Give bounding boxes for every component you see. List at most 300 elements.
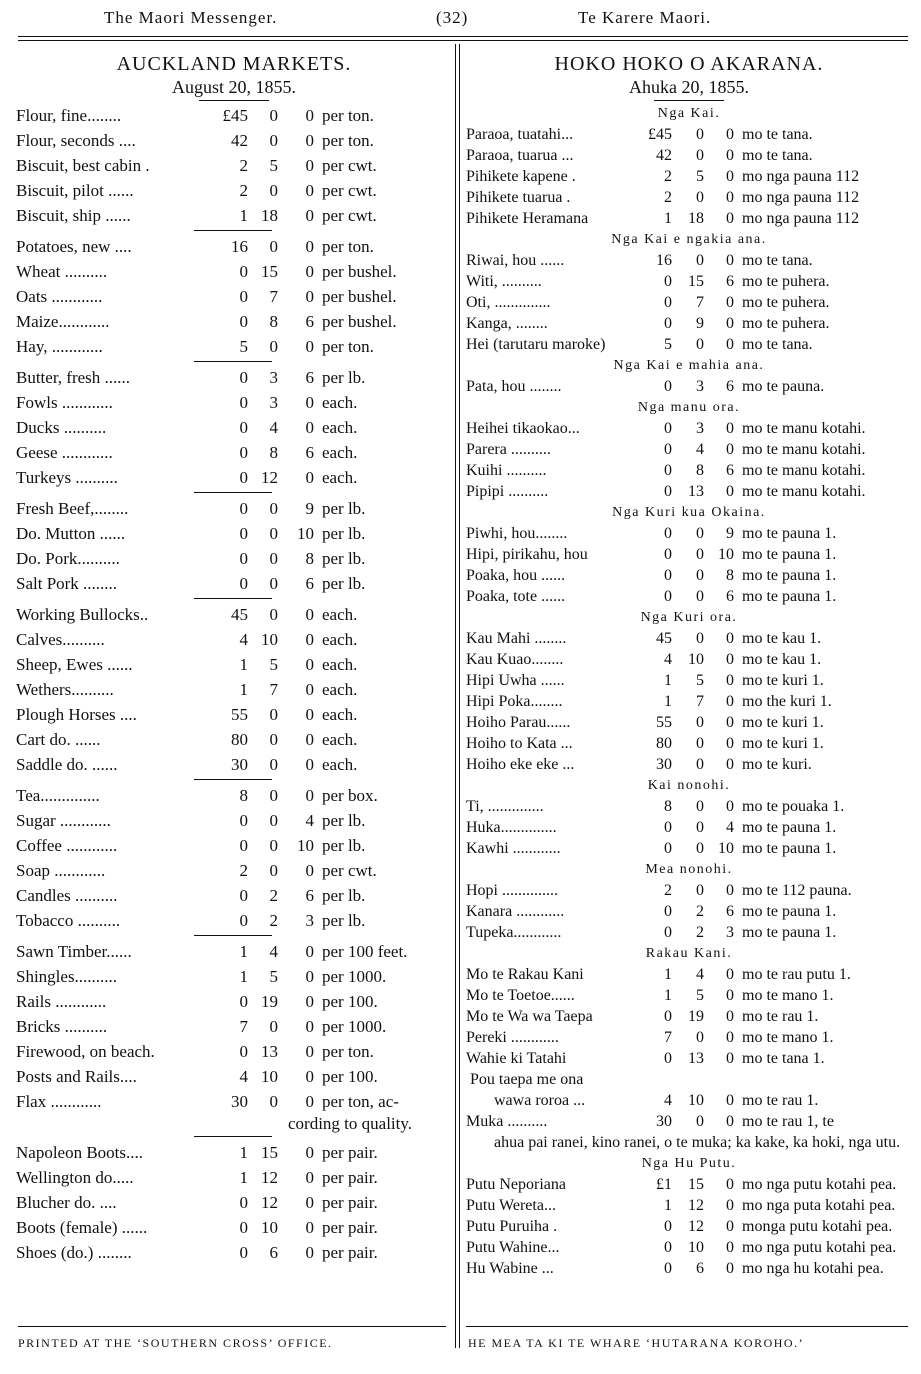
unit: mo te kuri. xyxy=(742,756,812,773)
unit: per 100 feet. xyxy=(322,942,408,961)
pence: 0 xyxy=(305,1143,314,1162)
item-name: Shingles.......... xyxy=(16,967,118,986)
shillings: 5 xyxy=(696,672,704,689)
pence: 0 xyxy=(305,942,314,961)
item-name: Rails ............ xyxy=(16,992,107,1011)
unit: mo te mano 1. xyxy=(742,1029,834,1046)
shillings: 3 xyxy=(696,420,704,437)
pence: 0 xyxy=(726,294,734,311)
pence: 0 xyxy=(305,337,314,356)
item-name: Kau Mahi ........ xyxy=(466,630,567,647)
pence: 0 xyxy=(726,630,734,647)
item-name-lead: Pou taepa me ona xyxy=(470,1071,584,1088)
pounds: 30 xyxy=(656,756,672,773)
shillings: 0 xyxy=(696,1029,704,1046)
unit: mo te rau 1. xyxy=(742,1008,819,1025)
item-name: Turkeys .......... xyxy=(16,468,118,487)
price-row xyxy=(466,628,912,649)
pounds: 16 xyxy=(231,237,248,256)
shillings: 0 xyxy=(696,840,704,857)
unit: per lb. xyxy=(322,368,366,387)
unit: per ton. xyxy=(322,131,374,150)
pounds: 0 xyxy=(239,312,248,331)
item-name: Hipi, pirikahu, hou xyxy=(466,546,588,563)
pence: 3 xyxy=(726,924,734,941)
pounds: 0 xyxy=(239,574,248,593)
pence: 0 xyxy=(305,786,314,805)
shillings: 12 xyxy=(688,1197,704,1214)
price-row xyxy=(16,1140,452,1165)
price-row xyxy=(466,313,912,334)
pounds: 8 xyxy=(239,786,248,805)
pounds: 1 xyxy=(664,672,672,689)
price-row xyxy=(16,234,452,259)
item-name: Hipi Poka........ xyxy=(466,693,563,710)
pounds: 1 xyxy=(239,1168,248,1187)
price-row xyxy=(16,627,452,652)
price-row xyxy=(466,1258,912,1279)
section-heading: Kai nonohi. xyxy=(647,778,731,793)
item-name: Muka .......... xyxy=(466,1113,548,1130)
item-name: Hay, ............ xyxy=(16,337,103,356)
price-row xyxy=(466,418,912,439)
pounds: 1 xyxy=(664,966,672,983)
pence: 0 xyxy=(305,206,314,225)
unit: per 100. xyxy=(322,992,378,1011)
pounds: 0 xyxy=(239,468,248,487)
price-row xyxy=(16,989,452,1014)
section-heading: Nga Kai. xyxy=(657,106,721,121)
unit: each. xyxy=(322,393,358,412)
shillings: 0 xyxy=(269,237,278,256)
shillings: 0 xyxy=(269,786,278,805)
pence: 0 xyxy=(305,287,314,306)
item-name: Putu Wahine... xyxy=(466,1239,560,1256)
shillings: 0 xyxy=(269,811,278,830)
shillings: 5 xyxy=(269,156,278,175)
price-row xyxy=(16,496,452,521)
section-heading: Rakau Kani. xyxy=(645,946,733,961)
shillings: 0 xyxy=(269,181,278,200)
unit: mo the kuri 1. xyxy=(742,693,832,710)
item-name: Heihei tikaokao... xyxy=(466,420,580,437)
unit: per ton. xyxy=(322,106,374,125)
item-name: Hoiho to Kata ... xyxy=(466,735,573,752)
item-name: Hoiho Parau...... xyxy=(466,714,571,731)
unit: per lb. xyxy=(322,574,366,593)
unit: per pair. xyxy=(322,1143,378,1162)
unit: each. xyxy=(322,680,358,699)
unit: mo te tana 1. xyxy=(742,1050,825,1067)
pence: 0 xyxy=(726,1176,734,1193)
item-name: Do. Mutton ...... xyxy=(16,524,126,543)
unit: per bushel. xyxy=(322,287,397,306)
item-name: Candles .......... xyxy=(16,886,118,905)
pounds: 1 xyxy=(239,655,248,674)
shillings: 5 xyxy=(696,987,704,1004)
shillings: 5 xyxy=(269,655,278,674)
unit: mo nga puta kotahi pea. xyxy=(742,1197,896,1214)
shillings: 7 xyxy=(696,294,704,311)
pounds: 1 xyxy=(239,942,248,961)
pence: 6 xyxy=(305,443,314,462)
shillings: 4 xyxy=(696,966,704,983)
pence: 0 xyxy=(305,680,314,699)
item-name: Putu Wereta... xyxy=(466,1197,556,1214)
column-separator xyxy=(455,44,456,1348)
pounds: £1 xyxy=(656,1176,672,1193)
unit: per cwt. xyxy=(322,206,377,225)
pence: 0 xyxy=(305,468,314,487)
shillings: 10 xyxy=(688,1092,704,1109)
price-row xyxy=(16,365,452,390)
item-name: Do. Pork.......... xyxy=(16,549,120,568)
section-heading: Nga Kai e ngakia ana. xyxy=(611,232,767,247)
pence: 0 xyxy=(726,147,734,164)
shillings: 0 xyxy=(269,499,278,518)
item-name: Poaka, hou ...... xyxy=(466,567,566,584)
item-name: Tobacco .......... xyxy=(16,911,121,930)
price-row xyxy=(16,858,452,883)
unit: mo nga putu kotahi pea. xyxy=(742,1239,897,1256)
pounds: 1 xyxy=(239,206,248,225)
unit: per lb. xyxy=(322,836,366,855)
item-name: Posts and Rails.... xyxy=(16,1067,137,1086)
unit: mo nga hu kotahi pea. xyxy=(742,1260,884,1277)
pounds: 7 xyxy=(664,1029,672,1046)
price-row xyxy=(16,833,452,858)
shillings: 7 xyxy=(269,287,278,306)
shillings: 18 xyxy=(261,206,278,225)
item-name: Salt Pork ........ xyxy=(16,574,118,593)
pence: 0 xyxy=(305,1168,314,1187)
pence: 0 xyxy=(726,1050,734,1067)
unit: mo te rau 1. xyxy=(742,1092,819,1109)
price-row xyxy=(466,1174,912,1195)
pence: 0 xyxy=(726,420,734,437)
shillings: 0 xyxy=(696,735,704,752)
pence: 10 xyxy=(297,836,314,855)
pence: 0 xyxy=(726,987,734,1004)
pence: 0 xyxy=(726,798,734,815)
price-row xyxy=(16,1240,452,1265)
unit: each. xyxy=(322,630,358,649)
item-name: Pipipi .......... xyxy=(466,483,549,500)
item-name: Tupeka............ xyxy=(466,924,562,941)
item-name: Kanga, ........ xyxy=(466,315,548,332)
item-name: Geese ............ xyxy=(16,443,113,462)
item-name: Biscuit, ship ...... xyxy=(16,206,131,225)
item-name: Calves.......... xyxy=(16,630,105,649)
unit: mo te kau 1. xyxy=(742,651,822,668)
price-row xyxy=(16,571,452,596)
shillings: 2 xyxy=(269,911,278,930)
item-name: Putu Neporiana xyxy=(466,1176,566,1193)
pence: 0 xyxy=(305,131,314,150)
pounds: 0 xyxy=(239,393,248,412)
shillings: 15 xyxy=(688,1176,704,1193)
pence: 0 xyxy=(305,992,314,1011)
unit: mo te kuri 1. xyxy=(742,714,824,731)
item-name: Sugar ............ xyxy=(16,811,111,830)
price-row xyxy=(16,284,452,309)
pence: 0 xyxy=(726,1008,734,1025)
pounds: 1 xyxy=(664,210,672,227)
shillings: 0 xyxy=(269,836,278,855)
pence: 6 xyxy=(305,574,314,593)
shillings: 12 xyxy=(688,1218,704,1235)
pounds: 80 xyxy=(231,730,248,749)
price-row xyxy=(16,546,452,571)
price-row xyxy=(16,883,452,908)
pounds: 0 xyxy=(239,1042,248,1061)
unit: per cwt. xyxy=(322,861,377,880)
pounds: 0 xyxy=(239,262,248,281)
price-row xyxy=(466,880,912,901)
pence: 6 xyxy=(305,312,314,331)
unit: mo te puhera. xyxy=(742,315,830,332)
unit: mo te kau 1. xyxy=(742,630,822,647)
unit: per lb. xyxy=(322,499,366,518)
pounds: 0 xyxy=(664,903,672,920)
unit: per cwt. xyxy=(322,156,377,175)
pence: 10 xyxy=(297,524,314,543)
price-row xyxy=(16,153,452,178)
pence: 0 xyxy=(726,1113,734,1130)
item-name: Biscuit, best cabin . xyxy=(16,156,150,175)
shillings: 0 xyxy=(696,714,704,731)
item-name: Hopi .............. xyxy=(466,882,558,899)
pence: 0 xyxy=(305,1067,314,1086)
section-heading: Mea nonohi. xyxy=(645,862,733,877)
pence: 0 xyxy=(305,1218,314,1237)
shillings: 3 xyxy=(269,393,278,412)
price-row xyxy=(16,1165,452,1190)
pence: 0 xyxy=(305,755,314,774)
pence: 9 xyxy=(726,525,734,542)
item-name: Napoleon Boots.... xyxy=(16,1143,144,1162)
pounds: 0 xyxy=(664,1260,672,1277)
item-name: Working Bullocks.. xyxy=(16,605,149,624)
pounds: 0 xyxy=(664,819,672,836)
pence: 0 xyxy=(726,336,734,353)
unit: per bushel. xyxy=(322,312,397,331)
pence: 0 xyxy=(726,714,734,731)
pounds: 0 xyxy=(239,418,248,437)
shillings: 3 xyxy=(269,368,278,387)
price-row xyxy=(466,187,912,208)
section-heading: Nga Kai e mahia ana. xyxy=(613,358,765,373)
pounds: 0 xyxy=(664,546,672,563)
unit: mo te rau 1, te xyxy=(742,1113,834,1130)
price-row xyxy=(466,145,912,166)
pounds: 55 xyxy=(231,705,248,724)
price-row xyxy=(466,1237,912,1258)
shillings: 2 xyxy=(269,886,278,905)
shillings: 13 xyxy=(261,1042,278,1061)
title-rule xyxy=(199,100,269,101)
pounds: 4 xyxy=(239,1067,248,1086)
pence: 0 xyxy=(305,655,314,674)
pence: 0 xyxy=(726,1029,734,1046)
maori-column xyxy=(466,52,912,1279)
pence: 0 xyxy=(305,1017,314,1036)
unit: each. xyxy=(322,730,358,749)
title-rule xyxy=(654,100,724,101)
shillings: 0 xyxy=(696,189,704,206)
item-name: Saddle do. ...... xyxy=(16,755,118,774)
price-row-lead xyxy=(466,1069,912,1090)
pounds: 16 xyxy=(656,252,672,269)
shillings: 0 xyxy=(269,1017,278,1036)
pounds: 30 xyxy=(231,1092,248,1111)
unit: per cwt. xyxy=(322,181,377,200)
pence: 0 xyxy=(726,483,734,500)
unit: each. xyxy=(322,468,358,487)
pence: 0 xyxy=(305,262,314,281)
item-name: Kanara ............ xyxy=(466,903,565,920)
item-name: Cart do. ...... xyxy=(16,730,101,749)
unit: mo te pauna 1. xyxy=(742,546,837,563)
pounds: 1 xyxy=(664,1197,672,1214)
pounds: 0 xyxy=(664,294,672,311)
price-row xyxy=(16,964,452,989)
maori-footer-rule xyxy=(466,1326,908,1327)
item-name: Parera .......... xyxy=(466,441,551,458)
pounds: 0 xyxy=(239,836,248,855)
item-name: Shoes (do.) ........ xyxy=(16,1243,132,1262)
pence: 0 xyxy=(305,156,314,175)
english-column xyxy=(16,52,452,1265)
pounds: 0 xyxy=(239,287,248,306)
pence: 6 xyxy=(726,462,734,479)
price-row xyxy=(16,521,452,546)
price-row xyxy=(466,250,912,271)
item-name: Mo te Toetoe...... xyxy=(466,987,575,1004)
header-right-title: Te Karere Maori. xyxy=(578,8,712,27)
price-row xyxy=(16,309,452,334)
pence: 0 xyxy=(726,1239,734,1256)
price-row xyxy=(466,523,912,544)
shillings: 0 xyxy=(696,126,704,143)
price-row xyxy=(466,649,912,670)
unit: mo te tana. xyxy=(742,336,813,353)
price-row xyxy=(466,1090,912,1111)
shillings: 0 xyxy=(269,337,278,356)
unit: per box. xyxy=(322,786,378,805)
unit: mo te pauna 1. xyxy=(742,924,837,941)
pounds: 1 xyxy=(239,967,248,986)
pounds: 0 xyxy=(664,525,672,542)
unit: per pair. xyxy=(322,1218,378,1237)
pounds: 2 xyxy=(239,861,248,880)
unit: each. xyxy=(322,443,358,462)
pounds: 0 xyxy=(664,1008,672,1025)
unit: per lb. xyxy=(322,811,366,830)
pence: 0 xyxy=(305,106,314,125)
pounds: 45 xyxy=(656,630,672,647)
pounds: 0 xyxy=(664,588,672,605)
english-title: AUCKLAND MARKETS. xyxy=(116,53,352,75)
pounds: 1 xyxy=(239,680,248,699)
section-heading: Nga manu ora. xyxy=(637,400,741,415)
unit: per lb. xyxy=(322,549,366,568)
pence: 0 xyxy=(305,1042,314,1061)
shillings: 5 xyxy=(269,967,278,986)
pounds: 30 xyxy=(656,1113,672,1130)
pence: 0 xyxy=(726,441,734,458)
unit: mo te tana. xyxy=(742,252,813,269)
item-name: Huka.............. xyxy=(466,819,557,836)
section-heading: Nga Kuri ora. xyxy=(640,610,738,625)
unit: mo te pauna 1. xyxy=(742,567,837,584)
shillings: 10 xyxy=(261,1067,278,1086)
pence: 0 xyxy=(305,1193,314,1212)
shillings: 7 xyxy=(269,680,278,699)
price-row xyxy=(466,964,912,985)
pence: 9 xyxy=(305,499,314,518)
unit: per lb. xyxy=(322,911,366,930)
shillings: 10 xyxy=(688,651,704,668)
pence: 0 xyxy=(726,1197,734,1214)
pounds: 42 xyxy=(231,131,248,150)
item-name: Hu Wabine ... xyxy=(466,1260,554,1277)
pence: 0 xyxy=(726,966,734,983)
pounds: 0 xyxy=(239,1193,248,1212)
unit: per 1000. xyxy=(322,1017,387,1036)
english-footer-rule xyxy=(18,1326,446,1327)
pence: 4 xyxy=(305,811,314,830)
item-name: Pihikete Heramana xyxy=(466,210,589,227)
shillings: 0 xyxy=(696,336,704,353)
price-row xyxy=(16,1064,452,1089)
unit: mo te 112 pauna. xyxy=(742,882,852,899)
shillings: 15 xyxy=(261,1143,278,1162)
pence: 0 xyxy=(726,168,734,185)
item-name: Fresh Beef,........ xyxy=(16,499,129,518)
unit: mo te mano 1. xyxy=(742,987,834,1004)
pence: 0 xyxy=(305,237,314,256)
item-name: Sheep, Ewes ...... xyxy=(16,655,133,674)
maori-date: Ahuka 20, 1855. xyxy=(629,77,749,97)
pounds: 0 xyxy=(239,886,248,905)
pence: 8 xyxy=(305,549,314,568)
unit: each. xyxy=(322,755,358,774)
pounds: 0 xyxy=(664,462,672,479)
shillings: 8 xyxy=(696,462,704,479)
item-name: Kuihi .......... xyxy=(466,462,547,479)
price-row xyxy=(466,376,912,397)
price-row xyxy=(466,208,912,229)
item-name: Wethers.......... xyxy=(16,680,114,699)
shillings: 0 xyxy=(696,525,704,542)
pounds: 0 xyxy=(664,924,672,941)
shillings: 3 xyxy=(696,378,704,395)
price-row xyxy=(16,334,452,359)
unit: per bushel. xyxy=(322,262,397,281)
price-row xyxy=(466,1216,912,1237)
unit: mo te kuri 1. xyxy=(742,672,824,689)
price-row xyxy=(16,103,452,128)
unit: each. xyxy=(322,655,358,674)
pounds: 1 xyxy=(664,693,672,710)
pence: 0 xyxy=(305,181,314,200)
pence: 0 xyxy=(305,605,314,624)
item-name: Fowls ............ xyxy=(16,393,113,412)
item-name: Oti, .............. xyxy=(466,294,551,311)
item-name: Flax ............ xyxy=(16,1092,102,1111)
pence: 0 xyxy=(726,1218,734,1235)
